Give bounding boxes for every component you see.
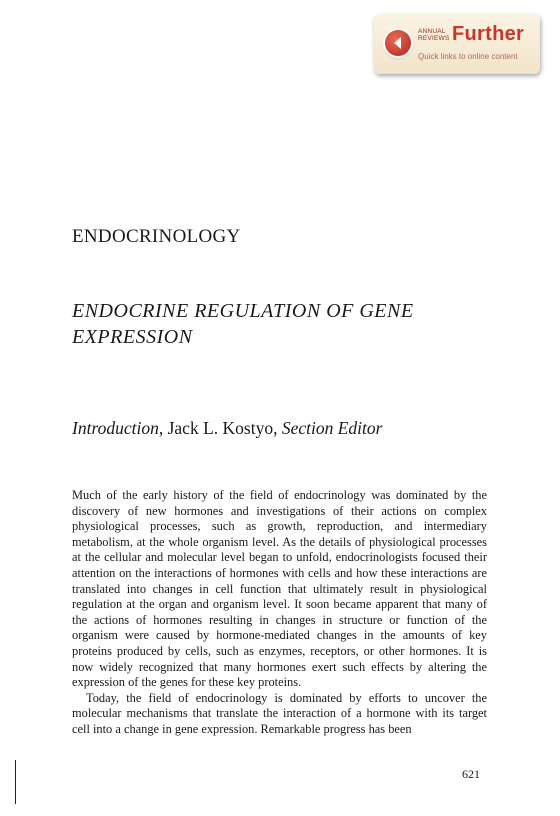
- paragraph-2: Today, the field of endocrinology is dominated by efforts to uncover the molecular mechanisms that translate the interaction of a hormone with its target cell into a change in gene expression. Remarkable progress has been: [72, 690, 487, 736]
- further-label: Further: [452, 23, 525, 45]
- speaker-arrow-icon: [385, 30, 411, 56]
- section-title: ENDOCRINOLOGY: [72, 226, 241, 247]
- byline-role: Section Editor: [281, 418, 383, 438]
- byline: [72, 418, 382, 439]
- annual-reviews-label: ANNUAL REVIEWS: [418, 28, 450, 42]
- page-number: 621: [462, 767, 480, 781]
- byline-author: Jack L. Kostyo,: [167, 418, 278, 438]
- annual-reviews-further-badge[interactable]: [374, 14, 540, 74]
- body-text: [72, 488, 487, 738]
- quick-links-label: Quick links to online content: [418, 52, 518, 61]
- byline-intro: Introduction,: [72, 418, 164, 438]
- margin-rule: [15, 760, 16, 804]
- paragraph-1: Much of the early history of the field of endocrinology was dominated by the discovery of new hormones and investigations of their actions on complex physiological processes, such as growth, reproduction, and intermediary metabolism, at the whole organism level. As the details of physiological processes at the cellular and molecular level began to unfold, endocrinologists focused their attention on the interactions of hormones with cells and how these interactions are translated into changes in cell function that ultimately result in physiological regulation at the organ and organism level. It soon became apparent that many of the actions of hormones resulting in changes in structure or function of the organism were caused by hormone-mediated changes in the amounts of key proteins produced by cells, such as enzymes, receptors, or other hormones. It is now widely recognized that many hormones exert such effects by altering the expression of the genes for these key proteins.: [72, 488, 487, 690]
- article-title: ENDOCRINE REGULATION OF GENE EXPRESSION: [72, 300, 414, 348]
